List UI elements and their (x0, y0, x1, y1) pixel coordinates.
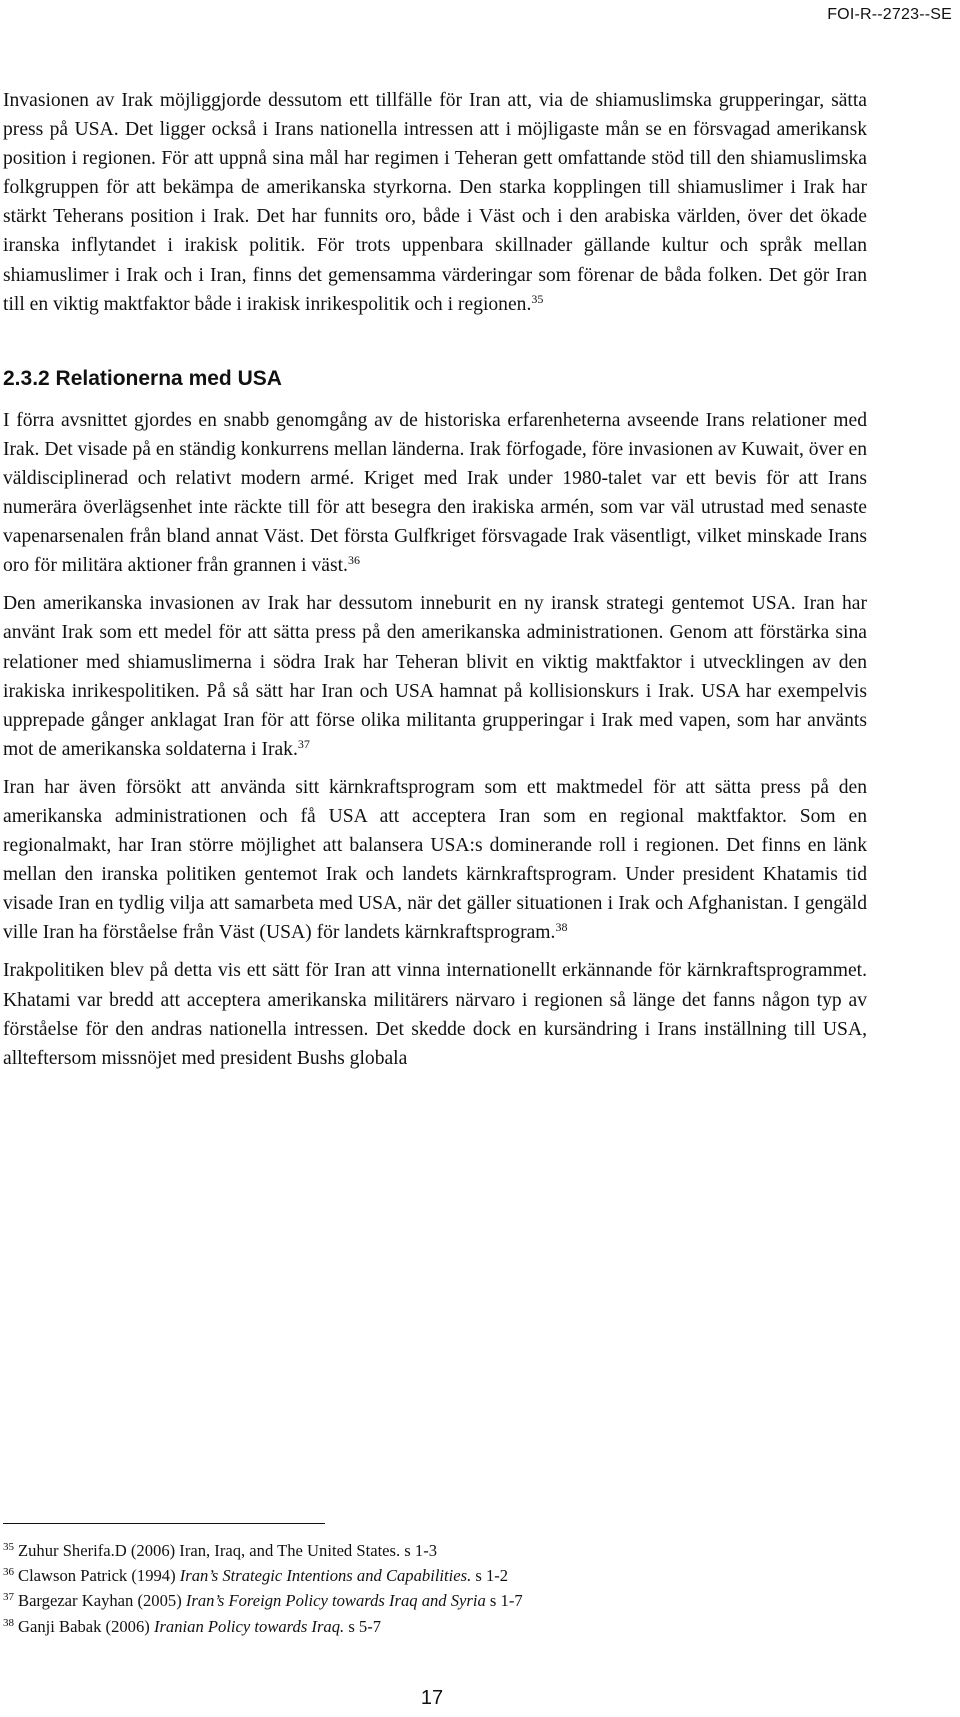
footnote-title: Iranian Policy towards Iraq. (153, 1616, 345, 1636)
footnote-title: Iran’s Foreign Policy towards Iraq and Syria (185, 1591, 486, 1611)
page-number: 17 (420, 1687, 444, 1709)
paragraph-text: I förra avsnittet gjordes en snabb genomgång av de historiska erfarenheterna avseende Irans relationer med Irak. Det visade på en ständig konkurrens mellan länderna. Irak förfogade, före invasionen av Kuwait, över en väldisciplinerad och relativt modern armé. Kriget med Irak under 1980-talet var ett bevis för att Irans numerära överlägsenhet inte räckte till för att besegra den irakiska armén, som var väl utrustad med senaste vapenarsenalen från bland annat Väst. Det första Gulfkriget försvagade Irak väsentligt, vilket minskade Irans oro för militära aktioner från grannen i väst. (3, 409, 867, 577)
section-heading: 2.3.2 Relationerna med USA (3, 366, 282, 390)
paragraph-text: Iran har även försökt att använda sitt kärnkraftsprogram som ett maktmedel för att sätta press på den amerikanska administrationen och få USA att acceptera Iran som en regional maktfaktor. Som en regionalmakt, har Iran större möjlighet att balansera USA:s dominerande roll i regionen. Det finns en länk mellan den iranska politiken gentemot Irak och landets kärnkraftsprogram. Under president Khatamis tid visade Iran en tydlig vilja att samarbeta med USA, när det gäller situationen i Irak och Afghanistan. I gengäld ville Iran ha förståelse från Väst (USA) för landets kärnkraftsprogram. (3, 776, 867, 944)
footnote-separator (3, 1523, 325, 1524)
body-paragraph (3, 589, 867, 764)
footnote-pages: s 1-2 (471, 1566, 509, 1586)
footnote-pages: s 1-7 (485, 1591, 523, 1611)
footnote-text: Zuhur Sherifa.D (2006) Iran, Iraq, and The United States. s 1-3 (18, 1541, 438, 1560)
footnote-reference[interactable]: 37 (297, 736, 310, 751)
footnote-text: Bargezar Kayhan (2005) (18, 1591, 186, 1611)
footnote-text: Ganji Babak (2006) (18, 1616, 154, 1636)
footnote-item (3, 1563, 883, 1588)
body-paragraph (3, 956, 867, 1072)
footnote-item (3, 1614, 883, 1639)
footnote-pages: s 5-7 (344, 1616, 382, 1636)
body-paragraph (3, 773, 867, 948)
footnote-number: 37 (3, 1591, 14, 1604)
footnote-reference[interactable]: 38 (555, 920, 568, 935)
footnote-item (3, 1588, 883, 1613)
paragraph-text: Den amerikanska invasionen av Irak har dessutom inneburit en ny iransk strategi gentemot USA. Iran har använt Irak som ett medel för att sätta press på den amerikanska administrationen. Genom att förstärka sina relationer med shiamuslimerna i södra Irak har Teheran blivit en viktig maktfaktor i utvecklingen av den irakiska inrikespolitiken. På så sätt har Iran och USA hamnat på kollisionskurs i Irak. USA har exempelvis upprepade gånger anklagat Iran för att förse olika militanta grupperingar i Irak med vapen, som har använts mot de amerikanska soldaterna i Irak. (3, 593, 867, 760)
paragraph-text: Invasionen av Irak möjliggjorde dessutom ett tillfälle för Iran att, via de shiamuslimska grupperingar, sätta press på USA. Det ligger också i Irans nationella intressen att i möjligaste mån se en försvagad amerikansk position i regionen. För att uppnå sina mål har regimen i Teheran gett omfattande stöd till den shiamuslimska folkgruppen för att bekämpa de amerikanska styrkorna. Den starka kopplingen till shiamuslimer i Irak har stärkt Teherans position i Irak. Det har funnits oro, både i Väst och i den arabiska världen, över det ökade iranska inflytandet i irakisk politik. För trots uppenbara skillnader gällande kultur och språk mellan shiamuslimer i Irak och i Iran, finns det gemensamma värderingar som förenar de båda folken. Det gör Iran till en viktig maktfaktor både i irakisk inrikespolitik och i regionen. (3, 90, 867, 315)
body-paragraph (3, 86, 867, 319)
footnote-text: Clawson Patrick (1994) (18, 1566, 180, 1586)
body-paragraph (3, 406, 867, 581)
footnote-title: Iran’s Strategic Intentions and Capabilities. (179, 1566, 472, 1586)
page-body (3, 86, 867, 1073)
footnote-reference[interactable]: 36 (347, 553, 360, 568)
footnote-number: 38 (3, 1616, 14, 1629)
footnote-item (3, 1538, 883, 1563)
footnote-reference[interactable]: 35 (531, 291, 544, 306)
report-id-header: FOI-R--2723--SE (827, 6, 952, 23)
footnote-number: 35 (3, 1541, 14, 1553)
footnote-number: 36 (3, 1566, 14, 1579)
paragraph-text: Irakpolitiken blev på detta vis ett sätt för Iran att vinna internationellt erkännande för kärnkraftsprogrammet. Khatami var bredd att acceptera amerikanska militärers närvaro i regionen så länge det fanns någon typ av förståelse för den andras nationella intressen. Det skedde dock en kursändring i Irans inställning till USA, allteftersom missnöjet med president Bushs globala (3, 960, 867, 1069)
footnotes (3, 1538, 883, 1639)
